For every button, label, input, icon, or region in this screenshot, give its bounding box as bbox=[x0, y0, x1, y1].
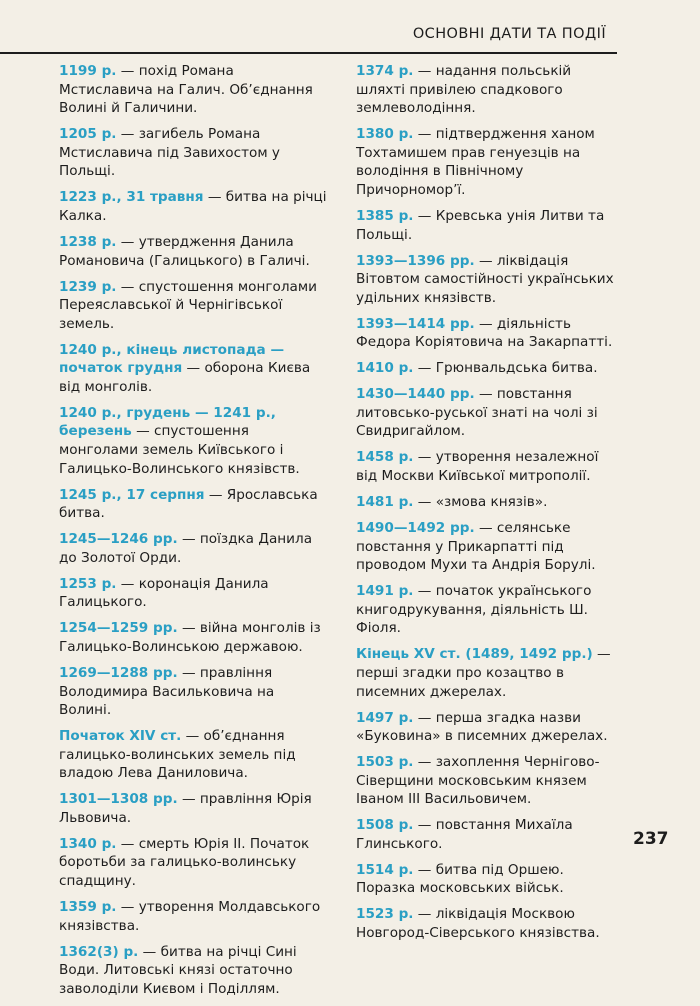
entry-text: — спустошення монголами Переяславської й Чернігівської земель. bbox=[59, 278, 317, 332]
entry-date: 1481 р. bbox=[356, 494, 414, 510]
entry-date: Початок XIV ст. bbox=[59, 728, 182, 745]
entry-date: 1523 р. bbox=[356, 906, 414, 923]
page-number: 237 bbox=[633, 829, 669, 849]
entry-date: 1239 р. bbox=[59, 278, 117, 295]
timeline-entry bbox=[356, 385, 618, 441]
timeline-entry bbox=[59, 404, 329, 478]
entry-date: 1254—1259 рр. bbox=[59, 620, 178, 637]
entry-text: — селянське повстання у Прикарпатті під проводом Мухи та Андрія Борулі. bbox=[356, 519, 596, 574]
entry-date: 1503 р. bbox=[356, 754, 414, 771]
timeline-entry bbox=[59, 835, 329, 891]
entry-date: 1380 р. bbox=[356, 126, 414, 143]
page-header bbox=[0, 0, 700, 62]
timeline-entry bbox=[59, 727, 329, 783]
entry-date: 1410 р. bbox=[356, 360, 414, 377]
entry-date: 1301—1308 рр. bbox=[59, 791, 178, 808]
entry-date: 1491 р. bbox=[356, 583, 414, 600]
entry-text: — ліквідація Москвою Новгород-Сіверського князівства. bbox=[356, 906, 600, 941]
timeline-entry bbox=[356, 709, 618, 746]
entry-text: — утворення Молдавського князівства. bbox=[59, 899, 321, 934]
entry-text: — Грюнвальдська битва. bbox=[413, 360, 598, 377]
entry-date: 1205 р. bbox=[59, 126, 117, 143]
entry-text: — об’єднання галицько-волинських земель під владою Лева Даниловича. bbox=[59, 728, 296, 782]
entry-text: — повстання литовсько-руської знаті на чолі зі Свидригайлом. bbox=[356, 386, 598, 440]
entry-text: — битва під Оршею. Поразка московських військ. bbox=[356, 861, 564, 897]
entry-text: — поїздка Данила до Золотої Орди. bbox=[59, 531, 313, 566]
entry-text: — утвердження Данила Романовича (Галицького) в Галичі. bbox=[59, 233, 310, 269]
timeline-entry bbox=[59, 233, 329, 270]
entry-text: — війна монголів із Галицько-Волинською державою. bbox=[59, 620, 321, 655]
entry-date: 1508 р. bbox=[356, 817, 414, 834]
timeline-entry bbox=[356, 62, 618, 118]
entry-date: 1240 р., грудень — 1241 р., березень bbox=[59, 404, 276, 440]
timeline-entry bbox=[59, 790, 329, 827]
entry-text: — оборона Києва від монголів. bbox=[59, 360, 311, 395]
timeline-entry bbox=[59, 62, 329, 118]
timeline-entry bbox=[356, 582, 618, 638]
timeline-entry bbox=[356, 252, 618, 308]
timeline-entry bbox=[59, 278, 329, 334]
entry-text: — «змова князів». bbox=[413, 494, 548, 510]
entry-text: — перша згадка назви «Буковина» в писемних джерелах. bbox=[356, 709, 608, 745]
entry-date: 1359 р. bbox=[59, 899, 117, 916]
entry-date: 1223 р., 31 травня bbox=[59, 189, 204, 206]
timeline-entry bbox=[356, 519, 618, 575]
timeline-entry bbox=[59, 619, 329, 656]
timeline-entry bbox=[356, 207, 618, 244]
entry-date: 1253 р. bbox=[59, 575, 117, 592]
entry-text: — Кревська унія Литви та Польщі. bbox=[356, 207, 605, 243]
entry-text: — повстання Михаїла Глинського. bbox=[356, 817, 573, 852]
entry-date: 1374 р. bbox=[356, 63, 414, 79]
entry-date: 1430—1440 рр. bbox=[356, 386, 475, 403]
timeline-entry bbox=[356, 816, 618, 853]
timeline-entry bbox=[59, 530, 329, 567]
timeline-entry bbox=[59, 943, 329, 999]
entry-date: 1245—1246 рр. bbox=[59, 531, 178, 548]
entry-date: 1245 р., 17 серпня bbox=[59, 486, 205, 503]
entry-date: 1238 р. bbox=[59, 233, 117, 250]
entry-date: 1497 р. bbox=[356, 709, 414, 726]
entry-date: 1240 р., кінець листопада — початок грудня bbox=[59, 341, 285, 377]
page-header-title: ОСНОВНІ ДАТИ ТА ПОДІЇ bbox=[412, 26, 606, 42]
entry-text: — битва на річці Сині Води. Литовські князі остаточно заволоділи Києвом і Поділлям. bbox=[59, 943, 297, 997]
entry-date: 1362(3) р. bbox=[59, 943, 139, 960]
entry-date: 1514 р. bbox=[356, 861, 414, 878]
timeline-entry bbox=[59, 341, 329, 397]
entry-date: 1393—1414 рр. bbox=[356, 315, 475, 332]
entry-text: — Ярославська битва. bbox=[59, 486, 318, 522]
timeline-entry bbox=[356, 315, 618, 352]
entry-text: — похід Романа Мстиславича на Галич. Об’єднання Волині й Галичини. bbox=[59, 63, 313, 117]
entry-text: — захоплення Чернігово-Сіверщини московським князем Іваном III Васильовичем. bbox=[356, 754, 600, 808]
entry-date: 1199 р. bbox=[59, 63, 117, 79]
entry-date: 1490—1492 рр. bbox=[356, 519, 475, 536]
entry-date: 1340 р. bbox=[59, 835, 117, 852]
timeline-entry bbox=[356, 359, 618, 378]
entry-text: — надання польській шляхті привілею спадкового землеволодіння. bbox=[356, 63, 572, 117]
timeline-entry bbox=[59, 125, 329, 181]
timeline-entry bbox=[356, 753, 618, 809]
timeline-entry bbox=[59, 575, 329, 612]
right-column bbox=[356, 62, 618, 950]
timeline-entry bbox=[356, 448, 618, 485]
entry-text: — правління Юрія Львовича. bbox=[59, 791, 312, 826]
entry-text: — коронація Данила Галицького. bbox=[59, 575, 269, 611]
entry-text: — діяльність Федора Коріятовича на Закарпатті. bbox=[356, 315, 613, 351]
timeline-entry bbox=[356, 493, 618, 512]
timeline-entry bbox=[59, 664, 329, 720]
entry-date: 1385 р. bbox=[356, 207, 414, 224]
entry-text: — підтвердження ханом Тохтамишем прав генуезців на володіння в Північному Причорномор’ї. bbox=[356, 126, 595, 198]
entry-date: 1269—1288 рр. bbox=[59, 664, 178, 681]
timeline-entry bbox=[356, 861, 618, 898]
entry-text: — загибель Романа Мстиславича під Завихостом у Польщі. bbox=[59, 126, 280, 180]
timeline-entry bbox=[356, 905, 618, 942]
timeline-entry bbox=[59, 188, 329, 225]
entry-text: — правління Володимира Васильковича на Волині. bbox=[59, 664, 275, 719]
entry-date: 1458 р. bbox=[356, 449, 414, 466]
timeline-entry bbox=[59, 898, 329, 935]
entry-text: — ліквідація Вітовтом самостійності українських удільних князівств. bbox=[356, 252, 614, 306]
timeline-entry bbox=[356, 125, 618, 199]
timeline-entry bbox=[59, 486, 329, 523]
entry-text: — перші згадки про козацтво в писемних джерелах. bbox=[356, 646, 611, 700]
header-divider bbox=[0, 52, 617, 54]
entry-text: — початок українського книгодрукування, діяльність Ш. Фіоля. bbox=[356, 583, 592, 637]
entry-date: Кінець XV ст. (1489, 1492 рр.) bbox=[356, 646, 593, 663]
entry-text: — битва на річці Калка. bbox=[59, 189, 327, 224]
timeline-entry bbox=[356, 645, 618, 701]
entry-date: 1393—1396 рр. bbox=[356, 252, 475, 269]
entry-text: — смерть Юрія II. Початок боротьби за галицько-волинську спадщину. bbox=[59, 835, 310, 890]
left-column bbox=[59, 62, 329, 1006]
entry-text: — спустошення монголами земель Київського і Галицько-Волинського князівств. bbox=[59, 423, 300, 477]
entry-text: — утворення незалежної від Москви Київської митрополії. bbox=[356, 449, 599, 485]
